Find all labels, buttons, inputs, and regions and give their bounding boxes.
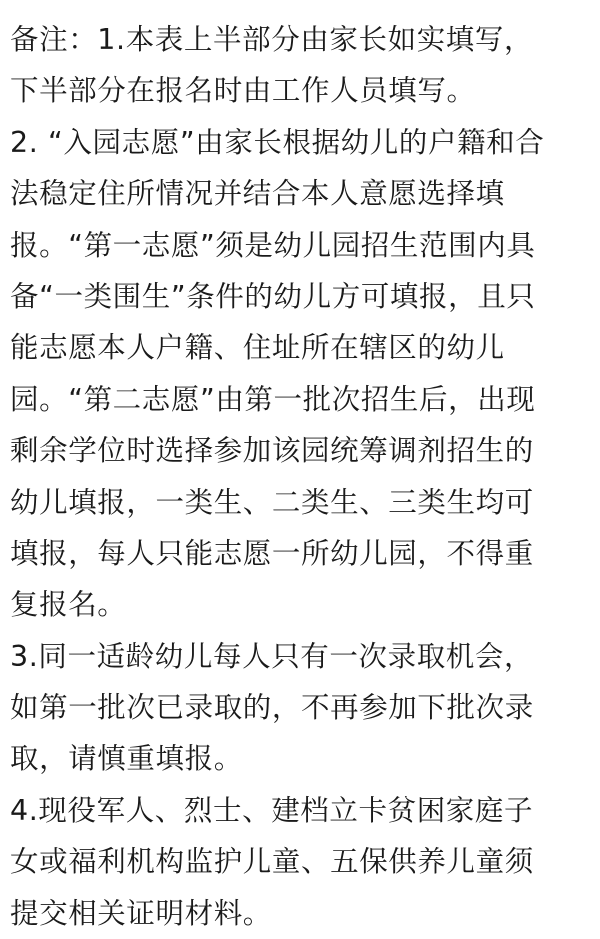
note-line: 法稳定住所情况并结合本人意愿选择填	[10, 177, 505, 211]
note-line: 2. “入园志愿”由家长根据幼儿的户籍和合	[10, 125, 545, 159]
note-line: 园。“第二志愿”由第一批次招生后，出现	[10, 382, 536, 416]
note-line: 下半部分在报名时由工作人员填写。	[10, 74, 476, 108]
note-line: 4.现役军人、烈士、建档立卡贫困家庭子	[10, 793, 534, 827]
note-line: 3.同一适龄幼儿每人只有一次录取机会，	[10, 639, 534, 673]
note-line: 能志愿本人户籍、住址所在辖区的幼儿	[10, 331, 505, 365]
note-line: 如第一批次已录取的，不再参加下批次录	[10, 691, 534, 725]
note-line: 填报，每人只能志愿一所幼儿园，不得重	[10, 536, 534, 570]
note-line: 剩余学位时选择参加该园统筹调剂招生的	[10, 434, 534, 468]
note-line: 女或福利机构监护儿童、五保供养儿童须	[10, 845, 534, 879]
note-line: 报。“第一志愿”须是幼儿园招生范围内具	[10, 228, 536, 262]
note-line: 提交相关证明材料。	[10, 896, 272, 930]
note-text-block	[10, 14, 592, 939]
note-line: 备“一类围生”条件的幼儿方可填报，且只	[10, 279, 536, 313]
note-line: 取，请慎重填报。	[10, 742, 243, 776]
note-line: 备注：1.本表上半部分由家长如实填写，	[10, 23, 534, 56]
note-line: 幼儿填报，一类生、二类生、三类生均可	[10, 485, 534, 519]
note-line: 复报名。	[10, 588, 127, 622]
